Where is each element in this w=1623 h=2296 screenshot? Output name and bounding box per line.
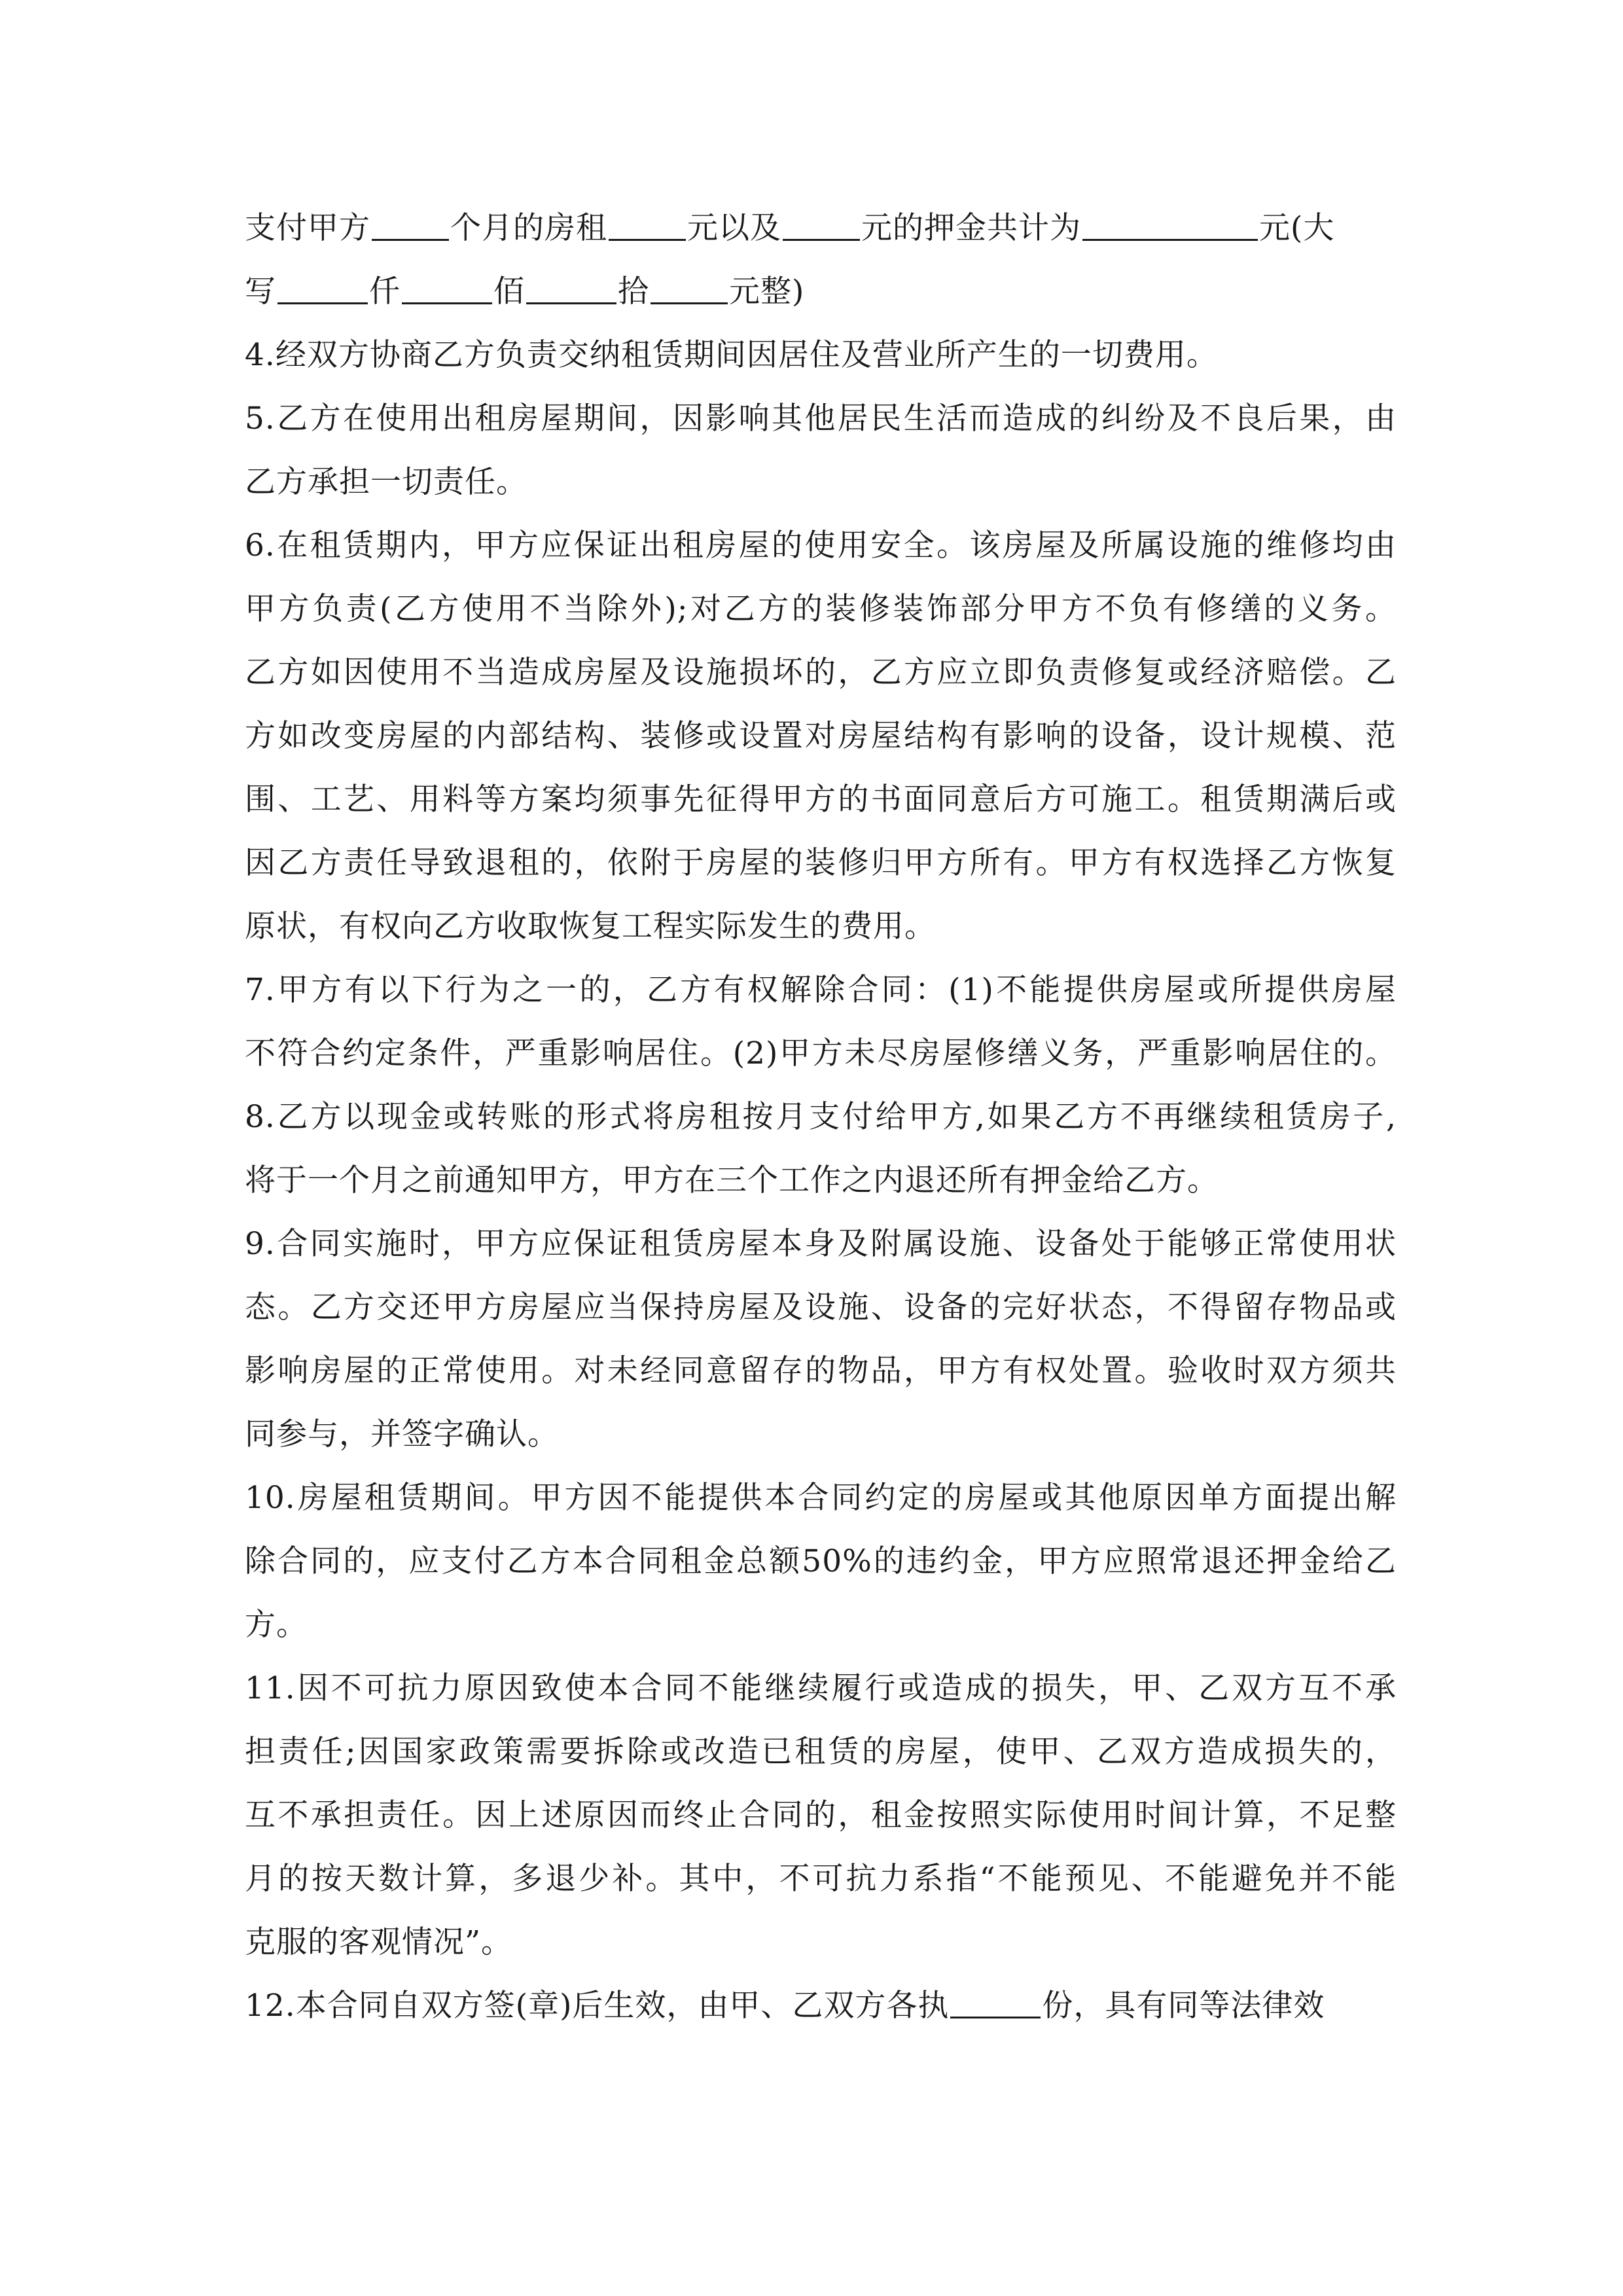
clause-11-line: 担责任;因国家政策需要拆除或改造已租赁的房屋，使甲、乙双方造成损失的，	[245, 1734, 1397, 1770]
total-amount-blank[interactable]	[1082, 205, 1258, 241]
clause-11-line: 克服的客观情况”。	[245, 1924, 513, 1960]
clause-10-line: 10.房屋租赁期间。甲方因不能提供本合同约定的房屋或其他原因单方面提出解	[245, 1480, 1397, 1516]
text-segment: 佰	[493, 274, 525, 310]
text-segment: 支付甲方	[245, 210, 370, 246]
clause-6-line: 方如改变房屋的内部结构、装修或设置对房屋结构有影响的设备，设计规模、范	[245, 718, 1397, 754]
clause-5-line: 乙方承担一切责任。	[245, 464, 527, 500]
clause-7-line: 7.甲方有以下行为之一的，乙方有权解除合同：(1)不能提供房屋或所提供房屋	[245, 972, 1397, 1008]
text-segment: 拾	[618, 274, 649, 310]
rent-amount-blank[interactable]	[609, 205, 686, 241]
copies-blank[interactable]	[950, 1982, 1041, 2018]
clause-5-line: 5.乙方在使用出租房屋期间，因影响其他居民生活而造成的纠纷及不良后果，由	[245, 401, 1397, 437]
text-segment: 元(大	[1259, 210, 1335, 246]
text-segment: 个月的房租	[450, 210, 607, 246]
text-segment: 元整)	[729, 274, 805, 310]
clause-6-line: 甲方负责(乙方使用不当除外);对乙方的装修装饰部分甲方不负有修缮的义务。	[245, 591, 1397, 627]
months-blank[interactable]	[372, 205, 449, 241]
clause-4-line: 4.经双方协商乙方负责交纳租赁期间因居住及营业所产生的一切费用。	[245, 337, 1218, 373]
text-segment: 写	[245, 274, 276, 310]
clause-6-line: 原状，有权向乙方收取恢复工程实际发生的费用。	[245, 908, 936, 944]
clause-8-line: 8.乙方以现金或转账的形式将房租按月支付给甲方,如果乙方不再继续租赁房子,	[245, 1099, 1397, 1135]
units-blank[interactable]	[651, 268, 728, 304]
clause-9-line: 同参与，并签字确认。	[245, 1416, 559, 1452]
clause-9-line: 影响房屋的正常使用。对未经同意留存的物品，甲方有权处置。验收时双方须共	[245, 1353, 1397, 1389]
clause-6-line: 围、工艺、用料等方案均须事先征得甲方的书面同意后方可施工。租赁期满后或	[245, 781, 1397, 817]
clause-10-line: 方。	[245, 1607, 308, 1643]
clause-11-line: 互不承担责任。因上述原因而终止合同的，租金按照实际使用时间计算，不足整	[245, 1797, 1397, 1833]
clause-6-line: 乙方如因使用不当造成房屋及设施损坏的，乙方应立即负责修复或经济赔偿。乙	[245, 655, 1397, 691]
clause-11-line: 月的按天数计算，多退少补。其中，不可抗力系指“不能预见、不能避免并不能	[245, 1861, 1397, 1897]
payment-line	[245, 196, 1397, 260]
deposit-amount-blank[interactable]	[783, 205, 860, 241]
clause-7-line: 不符合约定条件，严重影响居住。(2)甲方未尽房屋修缮义务，严重影响居住的。	[245, 1035, 1397, 1071]
clause-6-line: 因乙方责任导致退租的，依附于房屋的装修归甲方所有。甲方有权选择乙方恢复	[245, 845, 1397, 881]
text-segment: 份，具有同等法律效	[1042, 1988, 1325, 2024]
document-body	[245, 196, 1397, 2037]
tens-blank[interactable]	[526, 268, 616, 304]
clause-6-line: 6.在租赁期内，甲方应保证出租房屋的使用安全。该房屋及所属设施的维修均由	[245, 528, 1397, 564]
clause-11-line: 11.因不可抗力原因致使本合同不能继续履行或造成的损失，甲、乙双方互不承	[245, 1670, 1397, 1706]
text-segment: 元的押金共计为	[861, 210, 1081, 246]
text-segment: 仟	[369, 274, 401, 310]
clause-9-line: 态。乙方交还甲方房屋应当保持房屋及设施、设备的完好状态，不得留存物品或	[245, 1289, 1397, 1325]
capital-amount-line	[245, 260, 1397, 323]
clause-8-line: 将于一个月之前通知甲方，甲方在三个工作之内退还所有押金给乙方。	[245, 1162, 1219, 1198]
clause-9-line: 9.合同实施时，甲方应保证租赁房屋本身及附属设施、设备处于能够正常使用状	[245, 1226, 1397, 1262]
text-segment: 元以及	[687, 210, 781, 246]
text-segment: 12.本合同自双方签(章)后生效，由甲、乙双方各执	[245, 1988, 950, 2024]
hundreds-blank[interactable]	[402, 268, 492, 304]
clause-10-line: 除合同的，应支付乙方本合同租金总额50%的违约金，甲方应照常退还押金给乙	[245, 1543, 1397, 1579]
thousands-blank[interactable]	[277, 268, 368, 304]
clause-12-line	[245, 1974, 1397, 2037]
